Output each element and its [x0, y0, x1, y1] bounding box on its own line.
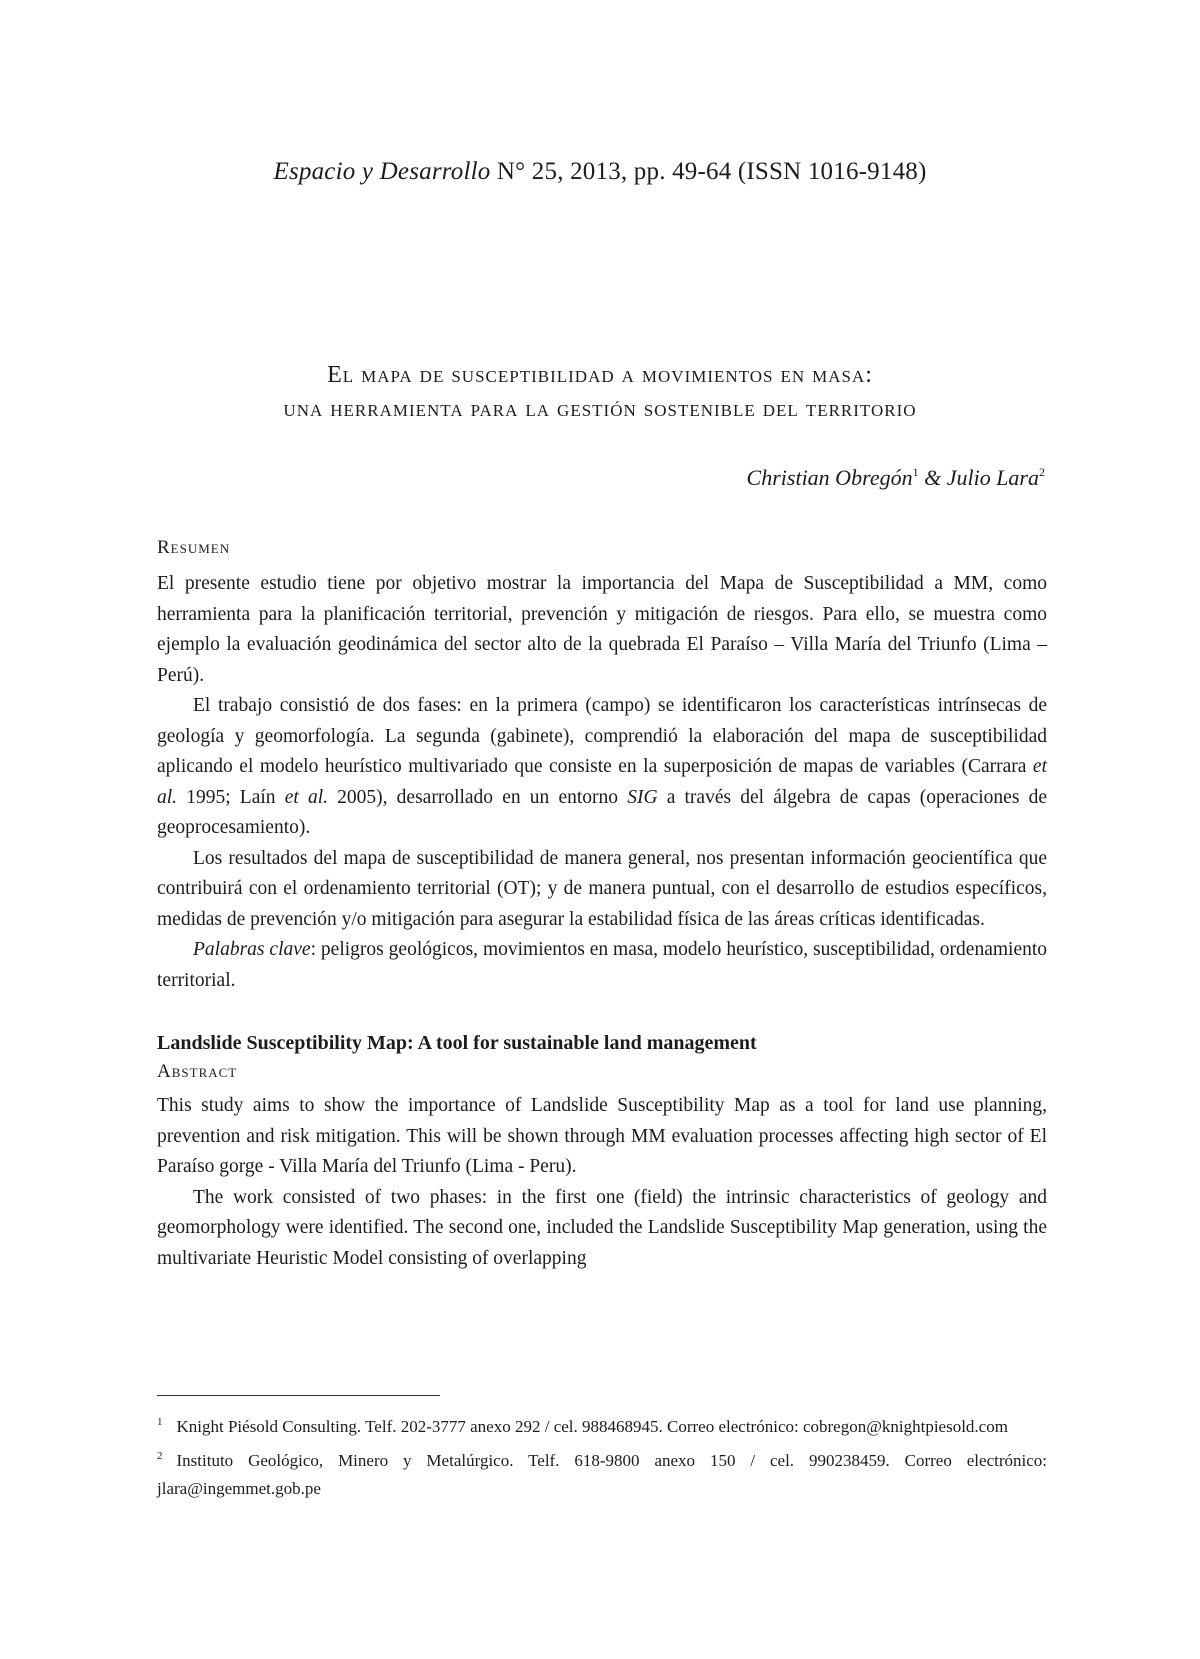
- resumen-paragraph-1: El presente estudio tiene por objetivo mostrar la importancia del Mapa de Susceptibilidad a MM, como herramienta para la planificación territorial, prevención y mitigación de riesgos. Para ello, se muestra como ejemplo la evaluación geodinámica del sector alto de la quebrada El Paraíso – Villa María del Triunfo (Lima – Perú).: [157, 573, 1047, 686]
- journal-name: Espacio y Desarrollo: [273, 158, 491, 185]
- footnotes: [157, 1408, 1047, 1504]
- footnote-2-mark: 2: [157, 1450, 163, 1462]
- issue-info: N° 25, 2013, pp. 49-64 (ISSN 1016-9148): [490, 158, 927, 185]
- sig-term: SIG: [627, 786, 658, 808]
- english-section: [157, 1032, 1047, 1274]
- footnote-1-text: Knight Piésold Consulting. Telf. 202-3777 anexo 292 / cel. 988468945. Correo electrónico: cobregon@knightpiesold.com: [176, 1417, 1008, 1436]
- title-line-2: una herramienta para la gestión sostenible del territorio: [283, 396, 917, 422]
- footnote-2-text: Instituto Geológico, Minero y Metalúrgico. Telf. 618-9800 anexo 150 / cel. 990238459. Correo electrónico: jlara@ingemmet.gob.pe: [157, 1451, 1047, 1498]
- abstract-paragraph-2: The work consisted of two phases: in the first one (field) the intrinsic characteristics of geology and geomorphology were identified. The second one, included the Landslide Susceptibility Map generation, using the multivariate Heuristic Model consisting of overlapping: [157, 1186, 1047, 1269]
- et-al-1: et al.: [157, 756, 1047, 808]
- english-title: Landslide Susceptibility Map: A tool for sustainable land management: [157, 1032, 757, 1054]
- et-al-2: et al.: [284, 786, 328, 808]
- resumen-paragraph-2: [157, 691, 1047, 844]
- footnote-1: [157, 1408, 1047, 1441]
- author-separator: &: [918, 465, 947, 490]
- article-title: [0, 358, 1200, 426]
- authors: [747, 465, 1045, 491]
- footnote-divider: [157, 1395, 440, 1396]
- keywords-label: Palabras clave: [193, 939, 311, 960]
- resumen-p2-text-b: 1995; Laín: [177, 786, 285, 808]
- keywords-text: : peligros geológicos, movimientos en masa, modelo heurístico, susceptibilidad, ordenamiento territorial.: [157, 939, 1048, 991]
- title-line-1: El mapa de susceptibilidad a movimientos en masa:: [327, 362, 873, 388]
- keywords-paragraph: [157, 935, 1047, 996]
- journal-header: [0, 158, 1200, 186]
- author-1: Christian Obregón: [746, 465, 913, 490]
- abstract-heading: Abstract: [157, 1061, 238, 1082]
- abstract-paragraph-1: This study aims to show the importance of Landslide Susceptibility Map as a tool for land use planning, prevention and risk mitigation. This will be shown through MM evaluation processes affecting high sector of El Paraíso gorge - Villa María del Triunfo (Lima - Peru).: [157, 1095, 1047, 1177]
- resumen-section: [157, 537, 1047, 996]
- author-2: Julio Lara: [946, 465, 1039, 490]
- author-1-footnote-mark: 1: [912, 465, 919, 479]
- resumen-p2-text-d: a través del álgebra de capas (operaciones de geoprocesamiento).: [157, 786, 1047, 838]
- resumen-p2-text-c: 2005), desarrollado en un entorno: [327, 786, 628, 808]
- resumen-p2-text-a: El trabajo consistió de dos fases: en la primera (campo) se identificaron los características intrínsecas de geología y geomorfología. La segunda (gabinete), comprendió la elaboración del mapa de susceptibilidad aplicando el modelo heurístico multivariado que consiste en la superposición de mapas de variables (Carrara: [157, 695, 1047, 777]
- footnote-1-mark: 1: [157, 1416, 163, 1428]
- footnote-2: [157, 1442, 1047, 1503]
- author-2-footnote-mark: 2: [1039, 465, 1045, 479]
- resumen-paragraph-3: Los resultados del mapa de susceptibilidad de manera general, nos presentan información geocientífica que contribuirá con el ordenamiento territorial (OT); y de manera puntual, con el desarrollo de estudios específicos, medidas de prevención y/o mitigación para asegurar la estabilidad física de las áreas críticas identificadas.: [157, 847, 1047, 930]
- resumen-heading: Resumen: [157, 537, 231, 558]
